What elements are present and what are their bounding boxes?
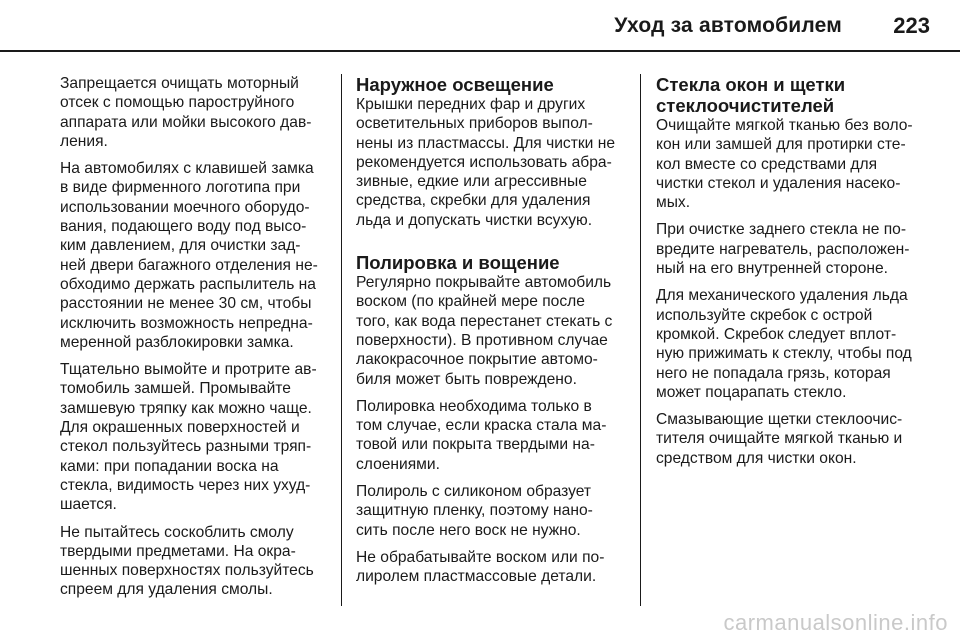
text-line: может поцарапать стекло.: [656, 383, 847, 401]
text-line: Не обрабатывайте воском или по-: [356, 548, 605, 566]
text-line: том случае, если краска стала ма-: [356, 417, 607, 435]
text-line: воском (по крайней мере после: [356, 293, 585, 311]
text-line: ный на его внутренней стороне.: [656, 260, 889, 278]
text-line: ней двери багажного отделения не-: [60, 256, 318, 274]
column-divider-2: [640, 74, 641, 606]
column-2: [356, 74, 628, 595]
text-line: ления.: [60, 132, 108, 150]
text-line: защитную пленку, поэтому нано-: [356, 502, 593, 520]
text-line: расстоянии не менее 30 см, чтобы: [60, 295, 312, 313]
text-line: Полироль с силиконом образует: [356, 483, 592, 501]
paragraph: [656, 286, 928, 402]
text-line: Крышки передних фар и других: [356, 96, 586, 113]
text-line: него не попадала грязь, которая: [656, 364, 891, 382]
paragraph: [656, 220, 928, 278]
paragraph: [656, 410, 928, 468]
text-line: замшевую тряпку как можно чаще.: [60, 399, 312, 417]
text-line: поверхности). В противном случае: [356, 331, 608, 349]
section-polishing-waxing: [356, 273, 628, 586]
text-line: кол вместе со средствами для: [656, 155, 878, 173]
text-line: ками: при попадании воска на: [60, 457, 279, 475]
column-3: [656, 74, 928, 476]
text-line: зивные, едкие или агрессивные: [356, 173, 587, 191]
text-line: лиролем пластмассовые детали.: [356, 568, 597, 586]
text-line: Регулярно покрывайте автомобиль: [356, 274, 612, 292]
paragraph: [356, 548, 628, 587]
text-line: рекомендуется использовать абра-: [356, 153, 612, 171]
heading-windows-wipers: [656, 74, 928, 116]
text-line: в виде фирменного логотипа при: [60, 179, 301, 197]
paragraph: [656, 116, 928, 212]
text-line: вредите нагреватель, расположен-: [656, 240, 910, 258]
text-line: На автомобилях с клавишей замка: [60, 160, 314, 178]
text-line: используйте скребок с острой: [656, 306, 873, 324]
header-rule: [0, 50, 960, 52]
text-line: льда и допускать чистки всухую.: [356, 211, 593, 229]
section-windows-wipers: [656, 116, 928, 468]
text-line: товой или покрыта твердыми на-: [356, 436, 595, 454]
text-line: лакокрасочное покрытие автомо-: [356, 351, 598, 369]
text-line: средством для чистки окон.: [656, 449, 857, 467]
text-line: ную прижимать к стеклу, чтобы под: [656, 345, 912, 363]
text-line: Не пытайтесь соскоблить смолу: [60, 523, 294, 541]
text-line: средства, скребки для удаления: [356, 192, 591, 210]
text-line: мых.: [656, 194, 691, 212]
text-line: отсек с помощью пароструйного: [60, 94, 295, 112]
heading-polishing-waxing: Полировка и вощение: [356, 252, 560, 274]
paragraph: [356, 482, 628, 540]
text-line: аппарата или мойки высокого дав-: [60, 113, 312, 131]
text-line: того, как вода перестанет стекать с: [356, 312, 613, 330]
text-line: шается.: [60, 496, 117, 514]
column-1: [60, 74, 328, 608]
paragraph: [356, 397, 628, 474]
section-exterior-lighting: [356, 95, 628, 230]
text-line: Полировка необходима только в: [356, 397, 592, 415]
heading-exterior-lighting: Наружное освещение: [356, 74, 554, 95]
heading-line: Стекла окон и щетки: [656, 74, 846, 95]
text-line: Для механического удаления льда: [656, 287, 908, 305]
text-line: тителя очищайте мягкой тканью и: [656, 430, 903, 448]
text-line: вания, подающего воду под высо-: [60, 218, 307, 236]
text-line: При очистке заднего стекла не по-: [656, 221, 907, 239]
text-line: ким давлением, для очистки зад-: [60, 237, 301, 255]
paragraph: [60, 74, 328, 151]
text-line: чистки стекол и удаления насеко-: [656, 174, 901, 192]
text-line: осветительных приборов выпол-: [356, 115, 593, 133]
text-line: Запрещается очищать моторный: [60, 75, 299, 92]
page-number: 223: [893, 13, 930, 38]
column-divider-1: [341, 74, 342, 606]
text-line: кромкой. Скребок следует вплот-: [656, 325, 897, 343]
text-line: сить после него воск не нужно.: [356, 521, 581, 539]
paragraph: [60, 360, 328, 514]
text-line: использовании моечного оборудо-: [60, 198, 310, 216]
text-line: стекол пользуйтесь разными тряп-: [60, 438, 312, 456]
text-line: кон или замшей для протирки сте-: [656, 136, 906, 154]
paragraph: [356, 95, 628, 230]
text-line: Очищайте мягкой тканью без воло-: [656, 117, 913, 134]
heading-line: стеклоочистителей: [656, 95, 835, 116]
text-line: стекла, видимость через них ухуд-: [60, 476, 311, 494]
text-line: обходимо держать распылитель на: [60, 275, 316, 293]
text-line: исключить возможность непредна-: [60, 314, 313, 332]
text-line: шенных поверхностях пользуйтесь: [60, 562, 314, 580]
text-line: нены из пластмассы. Для чистки не: [356, 134, 616, 152]
text-line: Смазывающие щетки стеклоочис-: [656, 411, 903, 429]
page-title: Уход за автомобилем: [614, 14, 842, 37]
text-line: Тщательно вымойте и протрите ав-: [60, 361, 317, 379]
paragraph: [60, 159, 328, 352]
text-line: Для окрашенных поверхностей и: [60, 419, 300, 437]
text-line: слоениями.: [356, 455, 440, 473]
page-header: [0, 0, 960, 50]
text-line: спреем для удаления смолы.: [60, 581, 273, 599]
watermark: carmanualsonline.info: [723, 610, 948, 635]
text-line: меренной разблокировки замка.: [60, 333, 294, 351]
text-line: томобиль замшей. Промывайте: [60, 380, 291, 398]
text-line: твердыми предметами. На окра-: [60, 542, 296, 560]
paragraph: [356, 273, 628, 389]
text-line: биля может быть повреждено.: [356, 370, 577, 388]
paragraph: [60, 523, 328, 600]
